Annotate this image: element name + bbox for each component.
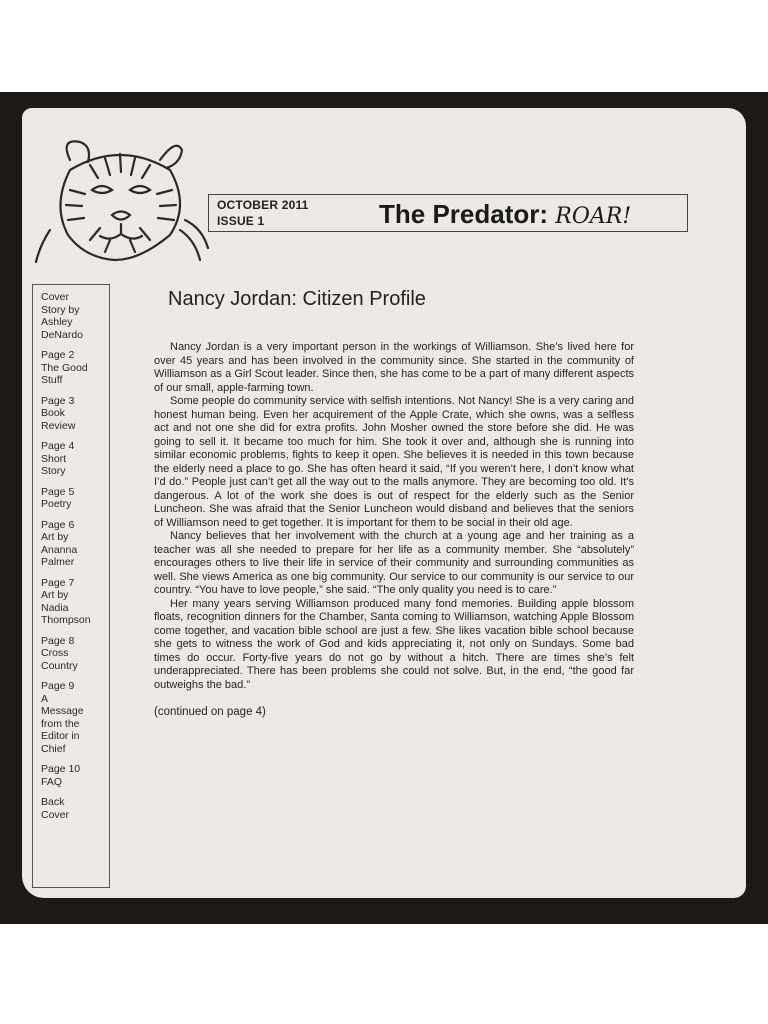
newsletter-page (22, 108, 746, 898)
toc-item-cover: Cover Story by Ashley DeNardo (41, 291, 84, 341)
masthead (208, 194, 688, 232)
article-paragraph-2: Some people do community service with selfish intentions. Not Nancy! She is a very caring and honest human being. Even her acquirement of the Apple Crate, which she owns, was a selfless act and not one she did for extra profits. John Mosher owned the store before she did. He was going to sell it. It became too much for him. She took it over and, although she is running into similar economic problems, fights to keep it open. She believes it is needed in this town because the elderly need a place to go. She has often heard it said, “If you weren’t here, I don’t know what I’d do.” People just can’t get all the way out to the malls anymore. They are becoming too old. It’s dangerous. A lot of the work she does is out of respect for the elderly such as the Senior Luncheon. She was afraid that the Senior Luncheon would disband and believes that the seniors of Williamson need to get together. It is important for them to be social in their old age. (154, 395, 634, 529)
tiger-logo-icon (30, 120, 210, 270)
article-paragraph-4: Her many years serving Williamson produced many fond memories. Building apple blossom floats, recognition dinners for the Chamber, Santa coming to Williamson, watching Apple Blossom come together, and vacation bible school are just a few. She likes vacation bible school because she gets to witness the work of God and kids appreciating it, not only on Sundays. Some bad times do occur. Forty-five years do not go by without a hitch. There are times she’s felt underappreciated. There has been problems she could not solve. But, in the end, “the good far outweighs the bad.” (154, 597, 634, 691)
article-paragraph-3: Nancy believes that her involvement with the church at a young age and her training as a teacher was all she needed to prepare for her life as a community member. She “absolutely” encourages others to live their life in service of their community and surrounding communities as well. She views America as one big community. Our service to our community is our service to our country. “You have to love people,” she said. “The only quality you need is to care.” (154, 530, 634, 596)
toc-item-page-5: Page 5 Poetry (41, 485, 75, 510)
toc-item-page-2: Page 2 The Good Stuff (41, 349, 88, 386)
newspaper-subtitle: ROAR! (555, 204, 632, 229)
issue-date: OCTOBER 2011 (217, 198, 309, 212)
toc-item-page-9: Page 9 A Message from the Editor in Chief (41, 680, 84, 755)
toc-item-page-10: Page 10 FAQ (41, 763, 81, 788)
issue-number: ISSUE 1 (217, 214, 265, 228)
article-title: Nancy Jordan: Citizen Profile (168, 288, 426, 310)
continued-note: (continued on page 4) (154, 706, 266, 718)
newspaper-title (379, 199, 631, 230)
toc-item-page-7: Page 7 Art by Nadia Thompson (41, 576, 91, 626)
newspaper-name: The Predator: (379, 199, 549, 229)
article-paragraph-1: Nancy Jordan is a very important person in the workings of Williamson. She’s lived here for over 45 years and has been involved in the community since. She started in the community of Williamson as a Girl Scout leader. Since then, she has come to be a part of many different aspects of our small, apple-farming town. (154, 341, 634, 394)
article (154, 288, 634, 718)
scanned-page-frame (0, 92, 768, 924)
toc-item-page-8: Page 8 Cross Country (41, 634, 78, 672)
toc-item-page-3: Page 3 Book Review (41, 394, 76, 432)
toc-item-back-cover: Back Cover (41, 796, 70, 821)
toc-item-page-6: Page 6 Art by Ananna Palmer (41, 518, 78, 568)
toc-item-page-4: Page 4 Short Story (41, 440, 75, 477)
table-of-contents (32, 284, 110, 888)
